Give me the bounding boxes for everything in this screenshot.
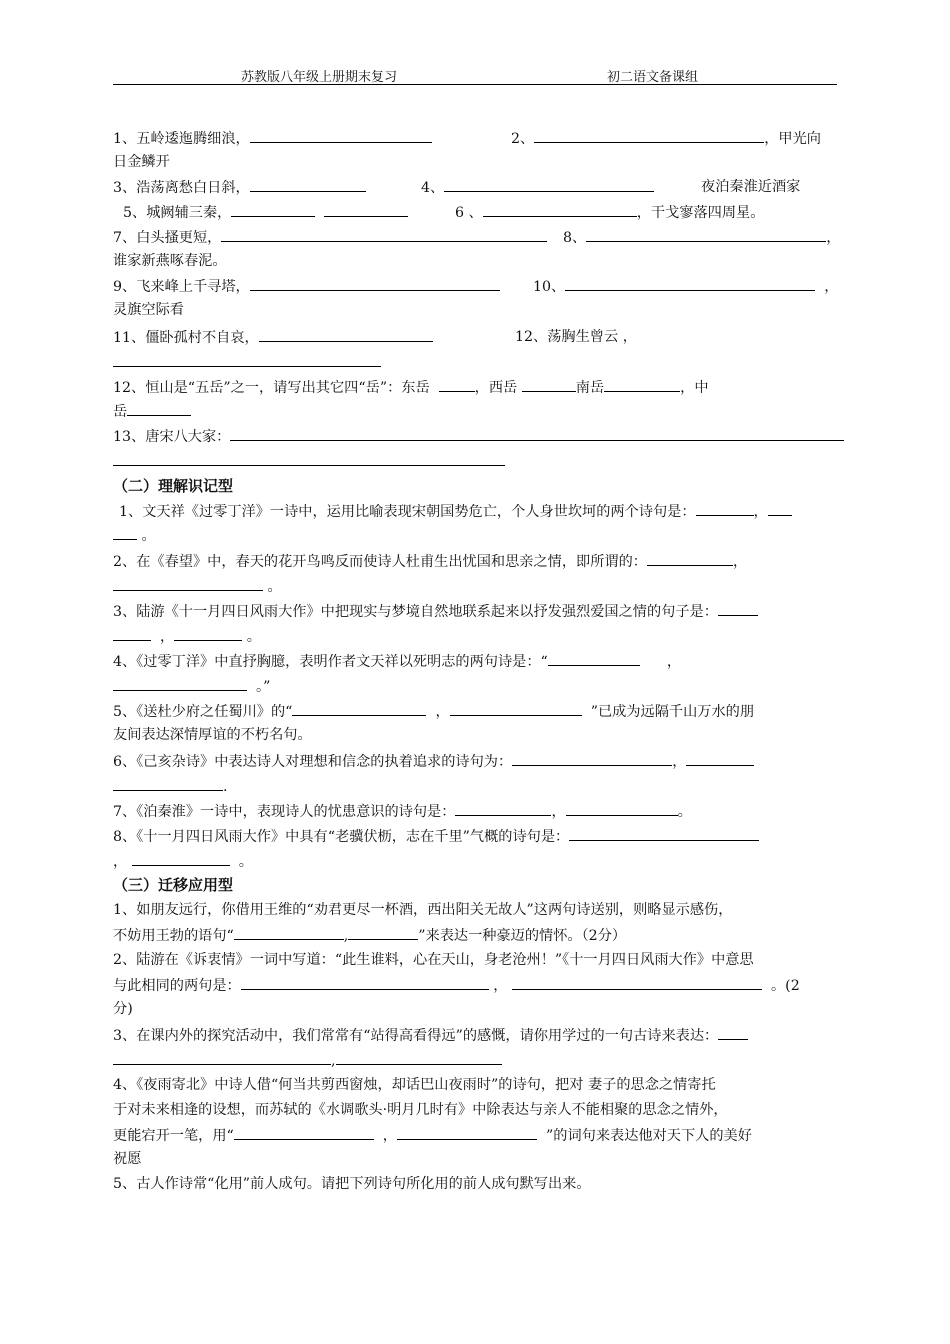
blank[interactable]: [718, 1025, 748, 1040]
part3-q2-cont: 与此相同的两句是： ， 。(2: [113, 975, 800, 996]
header-group: 初二语文备课组: [607, 70, 699, 85]
part2-q8-cont: ， 。: [113, 851, 253, 872]
part3-q4-cont3: 祝愿: [113, 1151, 142, 1167]
blank[interactable]: [522, 377, 576, 392]
header-title: 苏教版八年级上册期末复习: [241, 70, 398, 85]
blank[interactable]: [113, 576, 263, 591]
part2-q3-cont: ， 。: [113, 626, 261, 647]
part3-q5: 5、古人作诗常“化用”前人成句。请把下列诗句所化用的前人成句默写出来。: [113, 1176, 591, 1192]
question-13: 13、唐宋八大家：: [113, 426, 844, 447]
question-10: 10、 ，: [533, 276, 838, 297]
page-header: [113, 62, 837, 85]
part2-q6: 6、《己亥杂诗》中表达诗人对理想和信念的执着追求的诗句为： ，: [113, 751, 754, 772]
section-3-title: （三）迁移应用型: [113, 876, 234, 894]
blank[interactable]: [439, 377, 475, 392]
part2-q3: 3、陆游《十一月四日风雨大作》中把现实与梦境自然地联系起来以抒发强烈爱国之情的句子是：: [113, 601, 758, 622]
question-5: 5、城阙辅三秦，: [123, 202, 408, 223]
blank[interactable]: [647, 551, 733, 566]
question-10-cont: 灵旗空际看: [113, 302, 184, 318]
blank[interactable]: [548, 651, 640, 666]
part3-q1: 1、如朋友远行，你借用王维的“劝君更尽一杯酒，西出阳关无故人”这两句诗送别，则略显示感伤，: [113, 902, 733, 918]
blank[interactable]: [250, 177, 366, 192]
part2-q6-cont: .: [113, 776, 228, 797]
blank[interactable]: [444, 177, 654, 192]
question-7: 7、白头搔更短，: [113, 227, 547, 248]
question-3: 3、浩荡离愁白日斜，: [113, 177, 366, 198]
blank[interactable]: [348, 925, 418, 940]
part2-q4-cont: 。”: [113, 676, 270, 697]
question-8: 8、 ，: [563, 227, 840, 248]
blank[interactable]: [113, 451, 505, 466]
part3-q4-cont: 于对未来相逢的设想，而苏轼的《水调歌头·明月几时有》中除表达与亲人不能相聚的思念之情外，: [113, 1102, 728, 1118]
section-2-title: （二）理解识记型: [113, 477, 234, 495]
question-12-blank: [113, 352, 381, 373]
blank[interactable]: [259, 327, 433, 342]
blank[interactable]: [230, 426, 844, 441]
part3-q4: 4、《夜雨寄北》中诗人借“何当共剪西窗烛，却话巴山夜雨时”的诗句，把对 妻子的思念之情寄托: [113, 1077, 716, 1093]
part3-q2: 2、陆游在《诉衷情》一词中写道：“此生谁料，心在天山，身老沧州！”《十一月四日风雨大作》中意思: [113, 952, 754, 968]
blank[interactable]: [718, 601, 758, 616]
blank[interactable]: [336, 1050, 502, 1065]
blank[interactable]: [450, 701, 582, 716]
blank[interactable]: [113, 525, 137, 540]
blank[interactable]: [113, 776, 223, 791]
part2-q1: 1、文天祥《过零丁洋》一诗中，运用比喻表现宋朝国势危亡，个人身世坎坷的两个诗句是： ，: [119, 501, 792, 522]
question-12: 12、荡胸生曾云 ，: [515, 329, 637, 345]
part2-q5-cont: 友间表达深情厚谊的不朽名句。: [113, 727, 312, 743]
blank[interactable]: [241, 975, 489, 990]
blank[interactable]: [686, 751, 754, 766]
question-4: 4、: [421, 177, 654, 198]
part3-q1-cont: 不妨用王勃的语句“ , ”来表达一种豪迈的情怀。（2分）: [113, 925, 626, 946]
part3-q2-cont2: 分): [113, 1001, 133, 1017]
blank[interactable]: [234, 925, 344, 940]
question-9: 9、飞来峰上千寻塔，: [113, 276, 500, 297]
blank[interactable]: [696, 501, 754, 516]
blank[interactable]: [292, 701, 426, 716]
question-8-cont: 谁家新燕啄春泥。: [113, 253, 227, 269]
part2-q5: 5、《送杜少府之任蜀川》的“ ， ”已成为远隔千山万水的朋: [113, 701, 754, 722]
question-2: 2、 ，甲光向: [511, 128, 821, 149]
question-13-blank: [113, 451, 505, 472]
question-4-cont: 夜泊秦淮近酒家: [701, 179, 801, 195]
blank[interactable]: [250, 276, 500, 291]
blank[interactable]: [569, 826, 759, 841]
question-12-mountains: 12、恒山是“五岳”之一，请写出其它四“岳”：东岳 ，西岳 南岳 ，中: [113, 377, 709, 398]
part3-q3-cont: ,: [113, 1050, 502, 1071]
blank[interactable]: [455, 801, 551, 816]
question-6: 6 、 ，干戈寥落四周星。: [455, 202, 764, 223]
blank[interactable]: [231, 202, 315, 217]
blank[interactable]: [324, 202, 408, 217]
part2-q7: 7、《泊秦淮》一诗中，表现诗人的忧患意识的诗句是： ， 。: [113, 801, 692, 822]
blank[interactable]: [565, 276, 815, 291]
question-2-cont: 日金鳞开: [113, 154, 170, 170]
blank[interactable]: [397, 1125, 537, 1140]
blank[interactable]: [234, 1125, 374, 1140]
blank[interactable]: [221, 227, 547, 242]
blank[interactable]: [512, 975, 762, 990]
blank[interactable]: [113, 626, 151, 641]
blank[interactable]: [534, 128, 764, 143]
part2-q8: 8、《十一月四日风雨大作》中具有“老骥伏枥，志在千里”气概的诗句是：: [113, 826, 759, 847]
blank[interactable]: [512, 751, 672, 766]
question-12-mountains-cont: 岳: [113, 401, 191, 422]
part2-q2-cont: 。: [113, 576, 282, 597]
part2-q4: 4、《过零丁洋》中直抒胸臆，表明作者文天祥以死明志的两句诗是：“ ，: [113, 651, 681, 672]
blank[interactable]: [586, 227, 826, 242]
blank[interactable]: [174, 626, 242, 641]
part3-q4-cont2: 更能宕开一笔，用“ ， ”的词句来表达他对天下人的美好: [113, 1125, 752, 1146]
blank[interactable]: [250, 128, 432, 143]
blank[interactable]: [483, 202, 637, 217]
part3-q3: 3、在课内外的探究活动中，我们常常有“站得高看得远”的感慨，请你用学过的一句古诗来表达：: [113, 1025, 748, 1046]
question-1-2: 1、五岭逶迤腾细浪，: [113, 128, 432, 149]
question-11: 11、僵卧孤村不自哀，: [113, 327, 433, 348]
blank[interactable]: [604, 377, 680, 392]
blank[interactable]: [132, 851, 230, 866]
blank[interactable]: [113, 1050, 331, 1065]
blank[interactable]: [113, 352, 381, 367]
blank[interactable]: [113, 676, 247, 691]
part2-q1-cont: 。: [113, 525, 156, 546]
blank[interactable]: [566, 801, 678, 816]
part2-q2: 2、在《春望》中，春天的花开鸟鸣反而使诗人杜甫生出忧国和思亲之情，即所谓的： ，: [113, 551, 747, 572]
blank[interactable]: [768, 501, 792, 516]
blank[interactable]: [127, 401, 191, 416]
